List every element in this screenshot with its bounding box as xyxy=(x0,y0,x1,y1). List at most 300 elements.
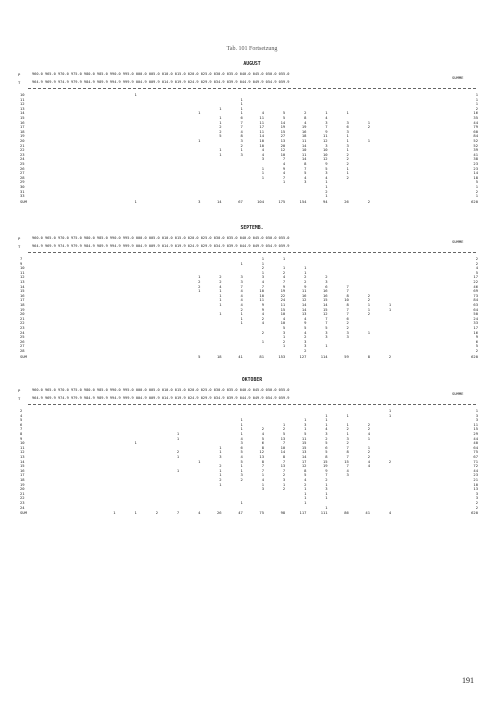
row-label-t: 10 xyxy=(20,265,25,271)
cell: 5 xyxy=(240,449,243,455)
cell: 1 xyxy=(282,421,286,427)
cell: 4 xyxy=(261,279,264,284)
cell: 13 xyxy=(280,463,286,469)
cell: 2 xyxy=(176,449,180,455)
cell: 1 xyxy=(240,431,243,436)
cell: 4 xyxy=(304,119,307,125)
cell: 1 xyxy=(346,421,349,427)
row-sum: 35 xyxy=(473,115,478,120)
row-sum: 1 xyxy=(475,408,478,413)
cell: 1 xyxy=(240,320,243,326)
table-row xyxy=(20,348,480,353)
cell: 14 xyxy=(301,142,307,148)
cell: 2 xyxy=(261,315,264,321)
cell: 24 xyxy=(280,297,286,303)
p-label: P xyxy=(18,388,21,393)
cell: 10 xyxy=(259,292,264,298)
row-sum: 64 xyxy=(473,444,478,450)
row-sum: 41 xyxy=(473,151,478,157)
cell: 4 xyxy=(325,426,328,432)
cell: 4 xyxy=(261,311,264,317)
row-sum: 14 xyxy=(473,170,478,176)
cell: 11 xyxy=(323,133,328,139)
cell: 1 xyxy=(219,472,222,478)
cell: 10 xyxy=(323,151,328,157)
cell: 6 xyxy=(240,115,243,120)
cell: 4 xyxy=(282,170,286,176)
row-sum: 1 xyxy=(475,193,478,199)
cell: 4 xyxy=(261,320,264,326)
cell: 1 xyxy=(282,256,286,261)
cell: 7 xyxy=(346,283,349,289)
cell: 12 xyxy=(280,147,286,153)
row-label-t: 19 xyxy=(20,133,25,139)
header-rule xyxy=(28,252,476,253)
cell: 3 xyxy=(240,138,243,143)
cell: 3 xyxy=(325,170,328,176)
cell: 3 xyxy=(346,128,349,134)
cell: 1 xyxy=(240,260,243,266)
cell: 2 xyxy=(388,458,392,464)
row-label-t: 19 xyxy=(20,481,25,487)
cell: 4 xyxy=(240,292,243,298)
cell: 2 xyxy=(367,449,370,455)
cell: 2 xyxy=(346,161,349,166)
row-label-t: 30 xyxy=(20,184,25,189)
sum-label: SUM xyxy=(20,198,27,204)
cell: 1 xyxy=(388,306,392,312)
cell: 15 xyxy=(323,306,328,312)
cell: 2 xyxy=(219,463,222,469)
row-sum: 23 xyxy=(473,472,478,478)
cell: 10 xyxy=(280,151,286,157)
cell: 6 xyxy=(240,444,243,450)
cell: 2 xyxy=(346,440,349,446)
cell: 1 xyxy=(304,417,307,423)
cell: 12 xyxy=(301,297,307,303)
cell: 1 xyxy=(240,96,243,102)
cell: 2 xyxy=(367,426,370,432)
cell: 1 xyxy=(367,444,370,450)
cell: 2 xyxy=(219,128,222,134)
row-sum: 13 xyxy=(473,486,478,492)
row-sum: 1 xyxy=(475,92,478,97)
cell: 7 xyxy=(325,124,328,130)
cell: 6 xyxy=(325,283,328,289)
row-label-t: 11 xyxy=(20,269,25,275)
row-sum: 84 xyxy=(473,297,478,303)
cell: 11 xyxy=(301,151,307,157)
row-sum: 52 xyxy=(473,138,478,143)
cell: 1 xyxy=(240,417,243,423)
row-label-t: 16 xyxy=(20,292,25,298)
cell: 2 xyxy=(282,426,286,432)
cell: 15 xyxy=(280,306,286,312)
cell: 5 xyxy=(304,431,307,436)
cell: 2 xyxy=(219,274,222,280)
row-sum: 2 xyxy=(475,188,478,194)
cell: 20 xyxy=(280,142,286,148)
row-sum: 6 xyxy=(475,338,478,344)
grand-total: 620 xyxy=(471,198,478,204)
cell: 1 xyxy=(219,449,222,455)
totals-row xyxy=(20,199,480,204)
header-rule xyxy=(28,404,476,405)
cell: 1 xyxy=(325,343,328,349)
cell: 7 xyxy=(325,320,328,326)
cell: 1 xyxy=(282,481,286,487)
row-label-t: 20 xyxy=(20,486,25,492)
cell: 1 xyxy=(240,467,243,473)
cell: 10 xyxy=(259,142,264,148)
cell: 1 xyxy=(367,435,370,441)
cell: 7 xyxy=(346,311,349,317)
row-label-t: 7 xyxy=(20,256,23,261)
row-label-t: 17 xyxy=(20,297,25,303)
cell: 15 xyxy=(344,458,349,464)
cell: 4 xyxy=(367,431,370,436)
row-sum: 5 xyxy=(475,179,478,185)
cell: 1 xyxy=(219,467,222,473)
cell: 19 xyxy=(301,124,307,130)
cell: 1 xyxy=(240,421,243,427)
cell: 5 xyxy=(261,435,264,441)
row-label-t: 4 xyxy=(20,412,23,418)
cell: 1 xyxy=(240,426,243,432)
cell: 1 xyxy=(261,170,264,176)
cell: 1 xyxy=(198,274,201,280)
row-label-t: 31 xyxy=(20,188,25,194)
cell: 3 xyxy=(325,486,328,492)
t-label: T xyxy=(18,396,21,401)
column-total: 98 xyxy=(280,510,286,516)
row-label-t: 29 xyxy=(20,179,25,185)
column-total: 8 xyxy=(367,353,370,359)
row-label-t: 22 xyxy=(20,147,25,153)
column-total: 1 xyxy=(134,510,137,516)
row-label-t: 24 xyxy=(20,156,25,162)
cell: 14 xyxy=(301,306,307,312)
row-sum: 64 xyxy=(473,306,478,312)
row-label-t: 17 xyxy=(20,472,25,478)
cell: 12 xyxy=(323,311,328,317)
cell: 3 xyxy=(346,329,349,335)
cell: 1 xyxy=(346,147,349,153)
cell: 7 xyxy=(346,454,349,459)
cell: 1 xyxy=(304,426,307,432)
cell: 3 xyxy=(346,435,349,441)
column-total: 2 xyxy=(388,353,392,359)
row-label-t: 16 xyxy=(20,467,25,473)
cell: 4 xyxy=(261,147,264,153)
row-sum: 10 xyxy=(473,481,478,487)
header-rule xyxy=(28,88,476,89)
cell: 7 xyxy=(282,467,286,473)
cell: 1 xyxy=(240,101,243,107)
cell: 1 xyxy=(198,110,201,116)
row-sum: 17 xyxy=(473,274,478,280)
cell: 3 xyxy=(304,343,307,349)
cell: 1 xyxy=(325,184,328,189)
cell: 7 xyxy=(261,463,264,469)
column-total: 104 xyxy=(257,198,264,204)
cell: 1 xyxy=(240,105,243,111)
cell: 11 xyxy=(301,435,307,441)
cell: 1 xyxy=(261,256,264,261)
cell: 4 xyxy=(240,302,243,307)
cell: 3 xyxy=(240,279,243,284)
row-label-t: 22 xyxy=(20,320,25,326)
row-sum: 75 xyxy=(473,449,478,455)
cell: 3 xyxy=(325,329,328,335)
cell: 16 xyxy=(301,292,307,298)
row-label-t: 8 xyxy=(20,431,23,436)
cell: 4 xyxy=(261,477,264,482)
cell: 12 xyxy=(323,138,328,143)
cell: 5 xyxy=(282,325,286,330)
cell: 3 xyxy=(282,477,286,482)
cell: 3 xyxy=(325,431,328,436)
row-sum: 24 xyxy=(473,315,478,321)
column-total: 94 xyxy=(323,198,328,204)
cell: 1 xyxy=(240,315,243,321)
cell: 5 xyxy=(282,431,286,436)
cell: 2 xyxy=(367,311,370,317)
cell: 6 xyxy=(346,315,349,321)
row-sum: 73 xyxy=(473,292,478,298)
cell: 1 xyxy=(346,170,349,176)
cell: 1 xyxy=(388,412,392,418)
cell: 10 xyxy=(280,320,286,326)
column-total: 26 xyxy=(344,198,349,204)
totals-row xyxy=(20,354,480,359)
cell: 17 xyxy=(259,124,264,130)
section-title: OKTOBER xyxy=(241,378,263,383)
cell: 6 xyxy=(261,440,264,446)
cell: 11 xyxy=(259,119,264,125)
column-total: 47 xyxy=(238,510,243,516)
row-sum: 63 xyxy=(473,302,478,307)
cell: 11 xyxy=(301,288,307,294)
cell: 1 xyxy=(304,495,307,501)
cell: 2 xyxy=(367,454,370,459)
cell: 1 xyxy=(198,458,201,464)
row-label-t: 27 xyxy=(20,343,25,349)
row-sum: 46 xyxy=(473,283,478,289)
cell: 1 xyxy=(219,297,222,303)
sum-label: SUM xyxy=(20,353,27,359)
row-sum: 71 xyxy=(473,458,478,464)
cell: 1 xyxy=(198,288,201,294)
cell: 1 xyxy=(261,481,264,487)
cell: 8 xyxy=(261,444,264,450)
cell: 3 xyxy=(219,454,222,459)
cell: 19 xyxy=(280,124,286,130)
row-sum: 11 xyxy=(473,421,478,427)
cell: 1 xyxy=(219,311,222,317)
row-sum: 5 xyxy=(475,269,478,275)
cell: 3 xyxy=(261,274,264,280)
cell: 3 xyxy=(240,151,243,157)
table-caption: Tab. 101 Fortsetzung xyxy=(226,46,278,52)
row-sum: 29 xyxy=(473,431,478,436)
cell: 4 xyxy=(325,174,328,180)
summe-label: SUMME xyxy=(452,75,464,80)
row-sum: 84 xyxy=(473,133,478,139)
cell: 1 xyxy=(282,179,286,185)
row-label-t: 15 xyxy=(20,115,25,120)
cell: 2 xyxy=(325,435,328,441)
row-label-t: 23 xyxy=(20,151,25,157)
page-number: 191 xyxy=(462,676,474,685)
cell: 7 xyxy=(240,119,243,125)
cell: 3 xyxy=(346,334,349,340)
cell: 1 xyxy=(282,334,286,340)
cell: 9 xyxy=(261,306,264,312)
column-total: 127 xyxy=(299,353,307,359)
row-label-t: 13 xyxy=(20,454,25,459)
row-sum: 2 xyxy=(475,348,478,353)
row-label-t: 18 xyxy=(20,477,25,482)
t-label: T xyxy=(18,244,21,249)
cell: 4 xyxy=(240,128,243,134)
cell: 3 xyxy=(304,179,307,185)
row-sum: 3 xyxy=(475,490,478,496)
row-label-t: 24 xyxy=(20,504,25,510)
cell: 13 xyxy=(259,454,264,459)
row-label-t: 26 xyxy=(20,165,25,171)
cell: 1 xyxy=(219,105,222,111)
cell: 3 xyxy=(325,279,328,284)
cell: 1 xyxy=(176,454,180,459)
cell: 8 xyxy=(325,454,328,459)
row-label-t: 16 xyxy=(20,119,25,125)
row-label-t: 12 xyxy=(20,449,25,455)
cell: 10 xyxy=(344,297,349,303)
cell: 14 xyxy=(280,119,286,125)
cell: 3 xyxy=(346,472,349,478)
row-label-t: 20 xyxy=(20,138,25,143)
cell: 17 xyxy=(301,458,307,464)
cell: 6 xyxy=(346,124,349,130)
row-sum: 69 xyxy=(473,288,478,294)
cell: 10 xyxy=(301,147,307,153)
cell: 7 xyxy=(304,165,307,171)
cell: 8 xyxy=(346,449,349,455)
cell: 1 xyxy=(346,412,349,418)
row-label-t: 9 xyxy=(20,260,23,266)
column-total: 117 xyxy=(299,510,307,516)
row-sum: 22 xyxy=(473,279,478,284)
row-label-t: 11 xyxy=(20,96,25,102)
summe-label: SUMME xyxy=(452,239,464,244)
cell: 3 xyxy=(304,421,307,427)
cell: 2 xyxy=(367,421,370,427)
cell: 1 xyxy=(325,421,328,427)
column-total: 14 xyxy=(217,198,222,204)
table-row xyxy=(20,505,480,510)
cell: 2 xyxy=(282,472,286,478)
cell: 1 xyxy=(304,265,307,271)
cell: 19 xyxy=(323,463,328,469)
cell: 7 xyxy=(240,124,243,130)
cell: 3 xyxy=(325,119,328,125)
cell: 11 xyxy=(301,138,307,143)
cell: 2 xyxy=(240,306,243,312)
cell: 11 xyxy=(259,297,264,303)
cell: 9 xyxy=(282,283,286,289)
cell: 1 xyxy=(346,431,349,436)
row-sum: 52 xyxy=(473,142,478,148)
cell: 4 xyxy=(304,329,307,335)
cell: 14 xyxy=(301,156,307,162)
cell: 2 xyxy=(304,279,307,284)
row-sum: 2 xyxy=(475,260,478,266)
column-total: 4 xyxy=(198,510,201,516)
cell: 1 xyxy=(346,165,349,171)
cell: 1 xyxy=(219,115,222,120)
row-sum: 3 xyxy=(475,495,478,501)
cell: 1 xyxy=(282,265,286,271)
cell: 1 xyxy=(261,338,264,344)
cell: 10 xyxy=(259,138,264,143)
cell: 5 xyxy=(304,325,307,330)
cell: 8 xyxy=(261,458,264,464)
t-values: 964.9 969.9 974.9 979.9 984.9 989.9 994.9 999.9 004.9 009.9 014.9 019.9 024.9 029.9 034.9 039.9 044.9 049.9 054.9 059.9 xyxy=(32,244,290,248)
totals-row xyxy=(20,510,480,515)
cell: 14 xyxy=(280,449,286,455)
cell: 2 xyxy=(304,334,307,340)
cell: 1 xyxy=(176,435,180,441)
cell: 2 xyxy=(282,338,286,344)
row-label-t: 12 xyxy=(20,101,25,107)
cell: 8 xyxy=(282,454,286,459)
column-total: 1 xyxy=(134,198,137,204)
cell: 1 xyxy=(367,329,370,335)
cell: 2 xyxy=(304,110,307,116)
column-total: 4 xyxy=(388,510,392,516)
cell: 2 xyxy=(198,283,201,289)
row-sum: 33 xyxy=(473,320,478,326)
cell: 7 xyxy=(261,467,264,473)
cell: 1 xyxy=(367,302,370,307)
row-sum: 39 xyxy=(473,147,478,153)
cell: 2 xyxy=(261,265,264,271)
cell: 6 xyxy=(325,444,328,450)
cell: 2 xyxy=(198,279,201,284)
cell: 7 xyxy=(346,306,349,312)
row-label-t: 11 xyxy=(20,444,25,450)
row-sum: 2 xyxy=(475,500,478,505)
p-label: P xyxy=(18,72,21,77)
cell: 2 xyxy=(261,426,264,432)
cell: 2 xyxy=(346,426,349,432)
row-sum: 1 xyxy=(475,184,478,189)
cell: 16 xyxy=(323,288,328,294)
column-total: 81 xyxy=(259,353,264,359)
cell: 7 xyxy=(282,279,286,284)
cell: 14 xyxy=(301,454,307,459)
cell: 1 xyxy=(367,119,370,125)
table-row xyxy=(20,193,480,198)
row-sum: 2 xyxy=(475,105,478,111)
cell: 2 xyxy=(282,269,286,275)
column-total: 26 xyxy=(217,510,222,516)
cell: 1 xyxy=(219,292,222,298)
cell: 1 xyxy=(261,174,264,180)
cell: 1 xyxy=(134,440,137,446)
cell: 7 xyxy=(346,444,349,450)
